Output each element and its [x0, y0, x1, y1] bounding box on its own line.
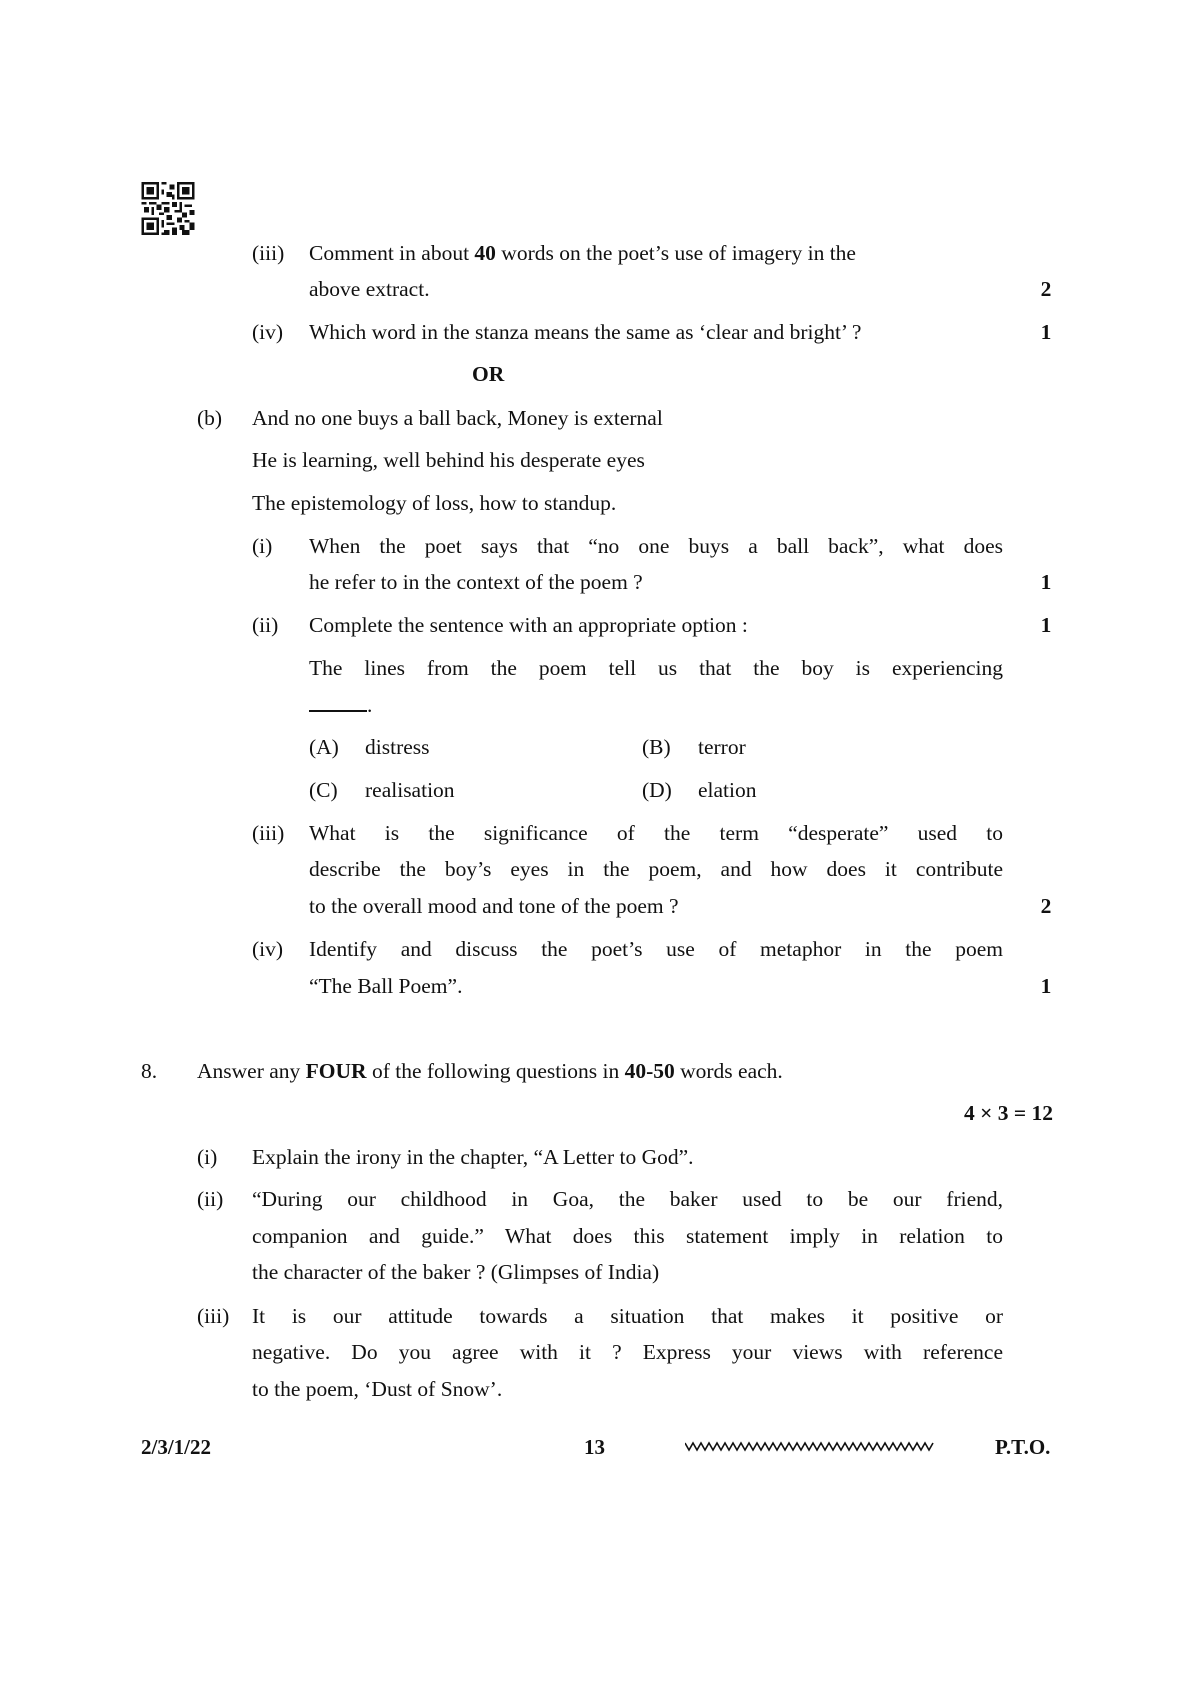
subquestion-label: (i) [252, 534, 273, 558]
marks-value: 1 [1040, 320, 1052, 344]
text-fragment: words on the poet’s use of imagery in the [495, 241, 856, 265]
option-text: terror [698, 735, 746, 759]
subquestion-text: Identify and discuss the poet’s use of metaphor in the poem [309, 937, 1003, 961]
option-label: (D) [642, 778, 672, 802]
fill-in-blank [309, 693, 372, 717]
marks-value: 1 [1040, 974, 1052, 998]
wavy-line-icon [685, 1440, 935, 1452]
blank-line [309, 696, 367, 712]
poem-line: And no one buys a ball back, Money is external [252, 406, 663, 430]
subquestion-text-line: he refer to in the context of the poem ? [309, 570, 643, 594]
please-turn-over: P.T.O. [995, 1435, 1051, 1459]
option-text: distress [365, 735, 430, 759]
subquestion-label: (ii) [252, 613, 279, 637]
subquestion-text: Explain the irony in the chapter, “A Letter to God”. [252, 1145, 694, 1169]
text-fragment: of the following questions in [366, 1059, 625, 1083]
subquestion-text: Complete the sentence with an appropriate option : [309, 613, 748, 637]
text-fragment: Answer any [197, 1059, 306, 1083]
word-limit: 40 [474, 241, 496, 265]
subquestion-text-line: the character of the baker ? (Glimpses of India) [252, 1260, 660, 1284]
subquestion-label: (iii) [252, 241, 285, 265]
word-limit: 40-50 [624, 1059, 675, 1083]
page-number: 13 [584, 1435, 605, 1459]
marks-value: 1 [1040, 613, 1052, 637]
subquestion-label: (i) [197, 1145, 218, 1169]
subquestion-text-line: “The Ball Poem”. [309, 974, 463, 998]
question-number: 8. [141, 1059, 158, 1083]
subquestion-text: When the poet says that “no one buys a ball back”, what does [309, 534, 1003, 558]
question-instruction [197, 1059, 783, 1083]
subquestion-text-line: to the overall mood and tone of the poem ? [309, 894, 679, 918]
option-text: realisation [365, 778, 455, 802]
poem-line: The epistemology of loss, how to standup. [252, 491, 617, 515]
text-fragment: words each. [674, 1059, 783, 1083]
subquestion-text-line: describe the boy’s eyes in the poem, and how does it contribute [309, 857, 1003, 881]
option-label: (B) [642, 735, 671, 759]
poem-line: He is learning, well behind his desperate eyes [252, 448, 645, 472]
subquestion-label: (ii) [197, 1187, 224, 1211]
subquestion-label: (iv) [252, 937, 284, 961]
subquestion-text-line: negative. Do you agree with it ? Express your views with reference [252, 1340, 1003, 1364]
subquestion-text: What is the significance of the term “desperate” used to [309, 821, 1003, 845]
subquestion-text-line: The lines from the poem tell us that the boy is experiencing [309, 656, 1003, 680]
marks-value: 2 [1040, 277, 1052, 301]
or-divider: OR [472, 362, 505, 386]
marks-value: 1 [1040, 570, 1052, 594]
marks-formula: 4 × 3 = 12 [963, 1101, 1053, 1125]
marks-value: 2 [1040, 894, 1052, 918]
subquestion-text-line: above extract. [309, 277, 430, 301]
paper-code: 2/3/1/22 [141, 1435, 212, 1459]
subquestion-text: “During our childhood in Goa, the baker used to be our friend, [252, 1187, 1003, 1211]
question-part-label: (b) [197, 406, 223, 430]
option-label: (C) [309, 778, 338, 802]
subquestion-text [309, 241, 1003, 265]
text-fragment: Comment in about [309, 241, 475, 265]
option-label: (A) [309, 735, 339, 759]
subquestion-text: Which word in the stanza means the same as ‘clear and bright’ ? [309, 320, 862, 344]
option-text: elation [698, 778, 757, 802]
subquestion-text-line: to the poem, ‘Dust of Snow’. [252, 1377, 503, 1401]
qr-code-icon [141, 182, 195, 235]
subquestion-label: (iii) [197, 1304, 230, 1328]
count-emphasis: FOUR [305, 1059, 367, 1083]
subquestion-label: (iii) [252, 821, 285, 845]
subquestion-text-line: companion and guide.” What does this statement imply in relation to [252, 1224, 1003, 1248]
subquestion-label: (iv) [252, 320, 284, 344]
text-fragment: . [367, 693, 373, 717]
subquestion-text: It is our attitude towards a situation that makes it positive or [252, 1304, 1003, 1328]
